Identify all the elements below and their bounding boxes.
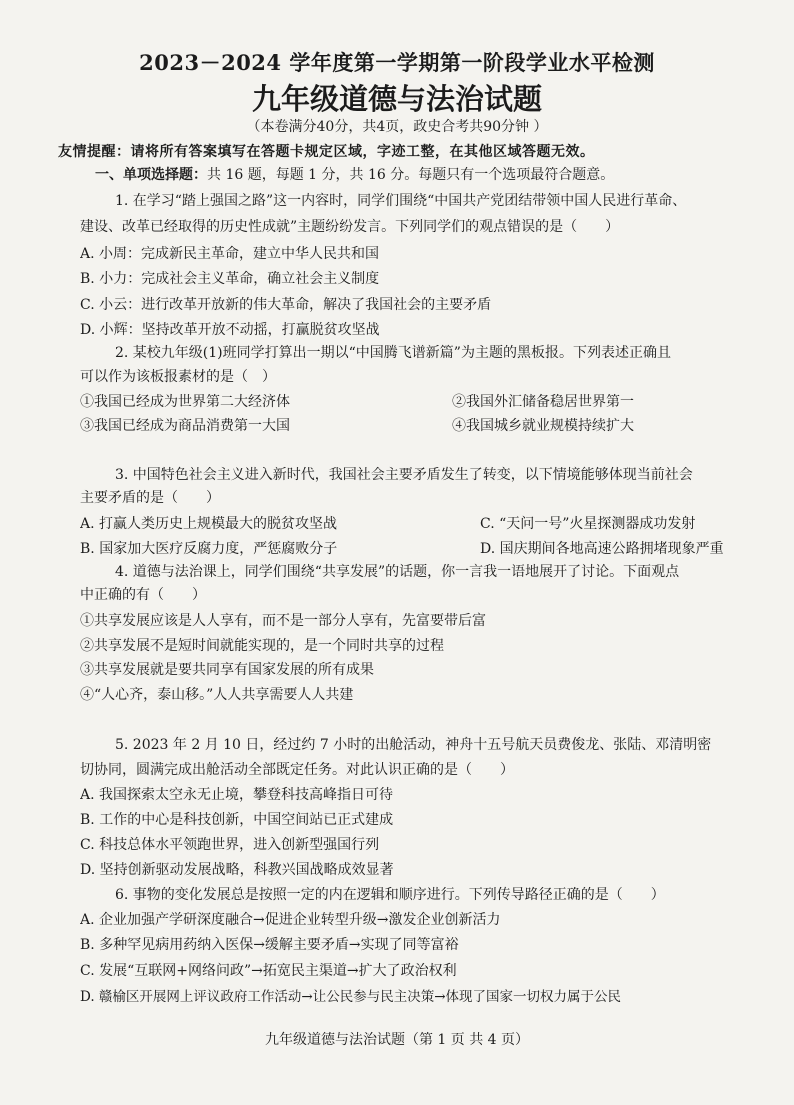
q2-item-1: ①我国已经成为世界第二大经济体 xyxy=(80,394,290,410)
q6-option-b: B. 多种罕见病用药纳入医保→缓解主要矛盾→实现了同等富裕 xyxy=(80,937,459,953)
q6-option-a: A. 企业加强产学研深度融合→促进企业转型升级→激发企业创新活力 xyxy=(80,912,501,928)
q2-item-2: ②我国外汇储备稳居世界第一 xyxy=(452,394,634,410)
q5-option-a: A. 我国探索太空永无止境，攀登科技高峰指日可待 xyxy=(80,787,394,803)
exam-title-line2: 九年级道德与法治试题 xyxy=(251,82,542,116)
q1-option-c: C. 小云：进行改革开放新的伟大革命，解决了我国社会的主要矛盾 xyxy=(80,297,492,313)
q5-option-d: D. 坚持创新驱动发展战略，科教兴国战略成效显著 xyxy=(80,862,394,878)
q6-option-d: D. 赣榆区开展网上评议政府工作活动→让公民参与民主决策→体现了国家一切权力属于公民 xyxy=(80,989,622,1005)
q1-option-b: B. 小力：完成社会主义革命，确立社会主义制度 xyxy=(80,271,380,287)
q1-option-a: A. 小周：完成新民主革命，建立中华人民共和国 xyxy=(80,246,380,262)
exam-subtitle: （本卷满分40分，共4页，政史合考共90分钟 ） xyxy=(246,119,548,135)
q3-option-c: C. “天问一号”火星探测器成功发射 xyxy=(480,516,696,532)
q3-options-row1 xyxy=(80,515,754,533)
q6-stem: 6. 事物的变化发展总是按照一定的内在逻辑和顺序进行。下列传导路径正确的是（ ） xyxy=(115,887,665,903)
q2-stem-line2: 可以作为该板报素材的是（ ） xyxy=(80,369,276,385)
q3-stem-line2: 主要矛盾的是（ ） xyxy=(80,490,220,506)
q5-stem-line2: 切协同，圆满完成出舱活动全部既定任务。对此认识正确的是（ ） xyxy=(80,762,514,778)
q4-item-3: ③共享发展就是要共同享有国家发展的所有成果 xyxy=(80,662,374,678)
friendly-tip: 友情提醒：请将所有答案填写在答题卡规定区域，字迹工整，在其他区域答题无效。 xyxy=(58,144,595,160)
exam-title-line1: 2023－2024 学年度第一学期第一阶段学业水平检测 xyxy=(139,50,655,75)
q5-option-b: B. 工作的中心是科技创新，中国空间站已正式建成 xyxy=(80,812,394,828)
q4-stem-line1: 4. 道德与法治课上，同学们围绕“共享发展”的话题，你一言我一语地展开了讨论。下面观点 xyxy=(115,564,680,580)
q4-item-1: ①共享发展应该是人人享有，而不是一部分人享有，先富要带后富 xyxy=(80,613,486,629)
q4-item-2: ②共享发展不是短时间就能实现的，是一个同时共享的过程 xyxy=(80,638,444,654)
q2-items-row1 xyxy=(80,393,754,411)
q3-option-d: D. 国庆期间各地高速公路拥堵现象严重 xyxy=(480,541,724,557)
section1-heading xyxy=(95,166,754,184)
q4-stem-line2: 中正确的有（ ） xyxy=(80,587,206,603)
q3-option-a: A. 打赢人类历史上规模最大的脱贫攻坚战 xyxy=(80,516,338,532)
section1-title: 一、单项选择题： xyxy=(95,167,207,183)
q2-item-4: ④我国城乡就业规模持续扩大 xyxy=(452,418,634,434)
page-footer: 九年级道德与法治试题（第 1 页 共 4 页） xyxy=(264,1032,530,1048)
q3-option-b: B. 国家加大医疗反腐力度，严惩腐败分子 xyxy=(80,541,338,557)
q4-item-4: ④“人心齐，泰山移。”人人共享需要人人共建 xyxy=(80,687,354,703)
q1-stem-line1: 1. 在学习“踏上强国之路”这一内容时，同学们围绕“中国共产党团结带领中国人民进行革命、 xyxy=(115,193,687,209)
q1-stem-line2: 建设、改革已经取得的历史性成就”主题纷纷发言。下列同学们的观点错误的是（ ） xyxy=(80,219,620,235)
q5-stem-line1: 5. 2023 年 2 月 10 日，经过约 7 小时的出舱活动，神舟十五号航天员费俊龙、张陆、邓清明密 xyxy=(115,737,712,753)
section1-desc: 共 16 题，每题 1 分，共 16 分。每题只有一个选项最符合题意。 xyxy=(207,167,615,183)
q1-option-d: D. 小辉：坚持改革开放不动摇，打赢脱贫攻坚战 xyxy=(80,322,380,338)
q5-option-c: C. 科技总体水平领跑世界，进入创新型强国行列 xyxy=(80,837,380,853)
q3-options-row2 xyxy=(80,540,754,558)
q3-stem-line1: 3. 中国特色社会主义进入新时代，我国社会主要矛盾发生了转变，以下情境能够体现当前社会 xyxy=(115,467,693,483)
q2-items-row2 xyxy=(80,417,754,435)
q6-option-c: C. 发展“互联网+网络问政”→拓宽民主渠道→扩大了政治权利 xyxy=(80,963,457,979)
q2-item-3: ③我国已经成为商品消费第一大国 xyxy=(80,418,290,434)
q2-stem-line1: 2. 某校九年级(1)班同学打算出一期以“中国腾飞谱新篇”为主题的黑板报。下列表述正确且 xyxy=(115,345,671,361)
